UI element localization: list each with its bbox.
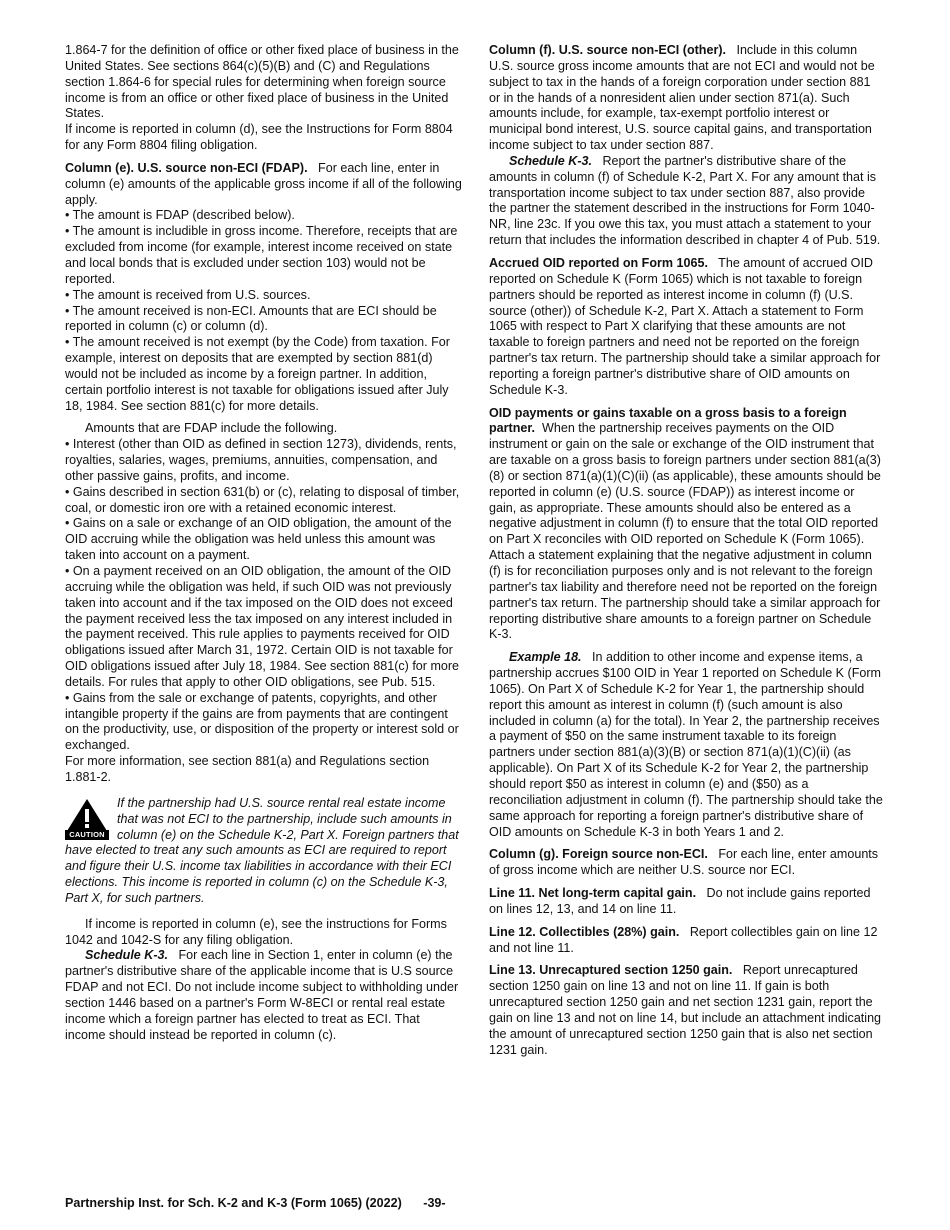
list-item: • Gains from the sale or exchange of patents, copyrights, and other intangible property if the gains are from payments that are contingent on the productivity, use, or disposition of the property or interest sold or exchanged.: [65, 690, 459, 753]
caution-note: [65, 796, 463, 907]
fdap-intro: Amounts that are FDAP include the following.: [85, 421, 338, 436]
column-f-text: Include in this column U.S. source gross income amounts that are not ECI and would not be subject to tax in the hands of a foreign corporation under section 881 or in the hands of a nonresident alien under section 871(a). Such amounts include, for example, tax-exempt portfolio interest or municipal bond interest, U.S. source capital gains, and transportation income subject to tax under section 887.: [489, 43, 875, 153]
list-item: • Interest (other than OID as defined in section 1273), dividends, rents, royalties, salaries, wages, premiums, annuities, compensation, and other passive gains, profits, and income.: [65, 437, 457, 483]
list-item: • Gains on a sale or exchange of an OID obligation, the amount of the OID accruing while the obligation was held unless this amount was taken into account on a payment.: [65, 516, 452, 563]
column-f-heading: Column (f). U.S. source non-ECI (other).: [489, 43, 726, 57]
intro-paragraph-2: If income is reported in column (d), see the Instructions for Form 8804 for any Form 8804 filing obligation.: [65, 122, 453, 153]
caution-label: CAUTION: [65, 830, 109, 840]
column-e-section: [65, 161, 463, 209]
accrued-oid-text: The amount of accrued OID reported on Schedule K (Form 1065) which is not taxable to foreign partners should be reported as interest income in column (f) (U.S. source (other)) of Schedule K-2, Part X. Attach a statement to Form 1065 with respect to Part X clarifying that these amounts are not taxable to foreign partners and need not be reported on the foreign partner's tax return. The partnership should take a similar approach for reporting a foreign partner's distributive share of OID amounts on Schedule K-3.: [489, 255, 881, 397]
caution-icon: [65, 798, 109, 838]
list-item: • The amount is includible in gross income. Therefore, receipts that are excluded from income (for example, interest income received on state and local bonds that is excluded under section 103) would not be reported.: [65, 224, 458, 286]
oid-payments-section: [489, 406, 883, 644]
line-13-text: Report unrecaptured section 1250 gain on line 13 and not on line 11. If gain is both unrecaptured section 1250 gain and net section 1231 gain, report the gain on line 13 and not on line 14, but include an attachment indicating the amount of unrecaptured section 1250 gain that is also net section 1231 gain.: [489, 963, 882, 1057]
left-column: [65, 43, 463, 1050]
oid-payments-text: When the partnership receives payments on the OID instrument or gain on the sale or exchange of the OID instrument that are taxable on a gross basis to foreign partners under section 881(a(3)(8) or section 871(a)(1)(C)(ii) (as applicable), these amounts should be reported in column (e) (U.S. source (FDAP)) as interest income or gain, as appropriate. These amounts should also be entered as a negative adjustment in column (f) to ensure that the total OID reported on Part X reconciles with OID reported on Schedule K (Form 1065). Attach a statement explaining that the negative adjustment in column (f) is for reconciliation purposes only and is not relevant to the foreign partner's tax liability and therefore need not be reported on the foreign partner's tax return. The partnership should take a similar approach for reporting distributive share amounts to a foreign partner on Schedule K-3.: [489, 421, 881, 642]
page-number: -39-: [423, 1196, 446, 1210]
line-13-section: [489, 963, 883, 1058]
line-11-section: [489, 886, 883, 918]
schedule-k3-section-right: [489, 154, 883, 249]
list-item: • The amount is FDAP (described below).: [65, 208, 295, 223]
more-info: For more information, see section 881(a) and Regulations section 1.881-2.: [65, 754, 430, 784]
line-12-section: [489, 925, 883, 957]
caution-text: If the partnership had U.S. source rental real estate income that was not ECI to the partnership, include such amounts in column (e) on the Schedule K-2, Part X. Foreign partners that have elected to treat any such amounts as ECI are required to report and figure their U.S. income tax liabilities in accordance with their ECI elections. This income is reported in column (c) on the Schedule K-3, Part X, for such partners.: [65, 795, 459, 905]
example-section: [489, 650, 883, 840]
column-g-text: For each line, enter amounts of gross income which are neither U.S. source nor ECI.: [489, 847, 879, 878]
oid-payments-heading: OID payments or gains taxable on a gross basis to a foreign partner.: [489, 405, 847, 436]
line-13-heading: Line 13. Unrecaptured section 1250 gain.: [489, 963, 733, 978]
column-f-section: [489, 43, 883, 154]
list-item: • Gains described in section 631(b) or (c), relating to disposal of timber, coal, or domestic iron ore with a retained economic interest.: [65, 484, 460, 515]
list-item: • On a payment received on an OID obligation, the amount of the OID accruing while the obligation was held, if such OID was not previously taken into account and if the tax imposed on the OID does not exceed the payment received less the tax imposed on any interest included in the payment received. This rule applies to payments received for OID obligations issued after March 31, 1972. Certain OID is not taxable for OID obligations issued after July 18, 1984. See section 881(c) for more details. For rules that apply to other OID obligations, see Pub. 515.: [65, 564, 460, 689]
line-11-text: Do not include gains reported on lines 12, 13, and 14 on line 11.: [489, 886, 871, 916]
example-heading: Example 18.: [509, 650, 582, 665]
list-item: • The amount received is non-ECI. Amounts that are ECI should be reported in column (c) or column (d).: [65, 303, 437, 334]
schedule-k3-heading: Schedule K-3.: [85, 948, 168, 963]
column-e-text: For each line, enter in column (e) amounts of the applicable gross income if all of the following apply.: [65, 160, 462, 207]
schedule-k3-text: For each line in Section 1, enter in column (e) the partner's distributive share of the applicable income that is U.S source FDAP and not ECI. Do not include income subject to withholding under section 1446 based on a partner's Form W-8ECI or rental real estate income which a foreign partner has elected to treat as ECI. That income should instead be reported in column (c).: [65, 948, 459, 1042]
column-e-heading: Column (e). U.S. source non-ECI (FDAP).: [65, 160, 308, 175]
accrued-oid-section: [489, 256, 883, 399]
schedule-k3-text-right: Report the partner's distributive share of the amounts in column (f) of Schedule K-2, Part X. For any amount that is transportation income subject to tax under section 887, also provide the partner the statement described in the instructions for Form 1040-NR, line 23c. If you owe this tax, you must attach a statement to your return that includes the information described in chapter 4 of Pub. 519.: [489, 153, 881, 248]
schedule-k3-section: [65, 948, 463, 1043]
line-12-text: Report collectibles gain on line 12 and not line 11.: [489, 924, 878, 955]
line-11-heading: Line 11. Net long-term capital gain.: [489, 886, 697, 901]
right-column: [489, 43, 883, 1065]
footer-title: Partnership Inst. for Sch. K-2 and K-3 (Form 1065) (2022): [65, 1196, 402, 1210]
accrued-oid-heading: Accrued OID reported on Form 1065.: [489, 255, 708, 270]
example-text: In addition to other income and expense items, a partnership accrues $100 OID in Year 1 reported on Schedule K (Form 1065). On Part X of Schedule K-2 for Year 1, the partnership should report this amount as interest in column (f) (such amount is also included in column (a) for the total). In Year 2, the partnership receives a payment of $50 on the same instrument taxable to its foreign partners under section 881(a)(3)(B) or section 871(a)(1)(C)(ii) (as applicable). On Part X of its Schedule K-2 for Year 2, the partnership should report $50 as interest in column (e) and ($50) as a reconciliation adjustment in column (f). The partnership should take the same approach for reporting a foreign partner's distributive share of OID amounts on Schedule K-3 in both Years 1 and 2.: [489, 650, 883, 839]
intro-paragraph: 1.864-7 for the definition of office or other fixed place of business in the United States. See sections 864(c)(5)(B) and (C) and Regulations section 1.864-6 for special rules for determining when foreign source income is from an office or other fixed place of business in the United States.: [65, 43, 459, 121]
list-item: • The amount is received from U.S. sources.: [65, 287, 311, 302]
page-footer: [65, 1196, 446, 1210]
schedule-k3-heading-right: Schedule K-3.: [509, 153, 592, 168]
column-g-heading: Column (g). Foreign source non-ECI.: [489, 847, 708, 862]
line-12-heading: Line 12. Collectibles (28%) gain.: [489, 924, 680, 939]
list-item: • The amount received is not exempt (by the Code) from taxation. For example, interest on deposits that are exempted by section 881(d) would not be included as income by a foreign partner. In addition, certain portfolio interest is not taxable for obligations issued after July 18, 1984. See section 881(c) for more details.: [65, 335, 450, 413]
column-g-section: [489, 847, 883, 879]
column-e-report: If income is reported in column (e), see the instructions for Forms 1042 and 1042-S for any filing obligation.: [65, 916, 447, 947]
